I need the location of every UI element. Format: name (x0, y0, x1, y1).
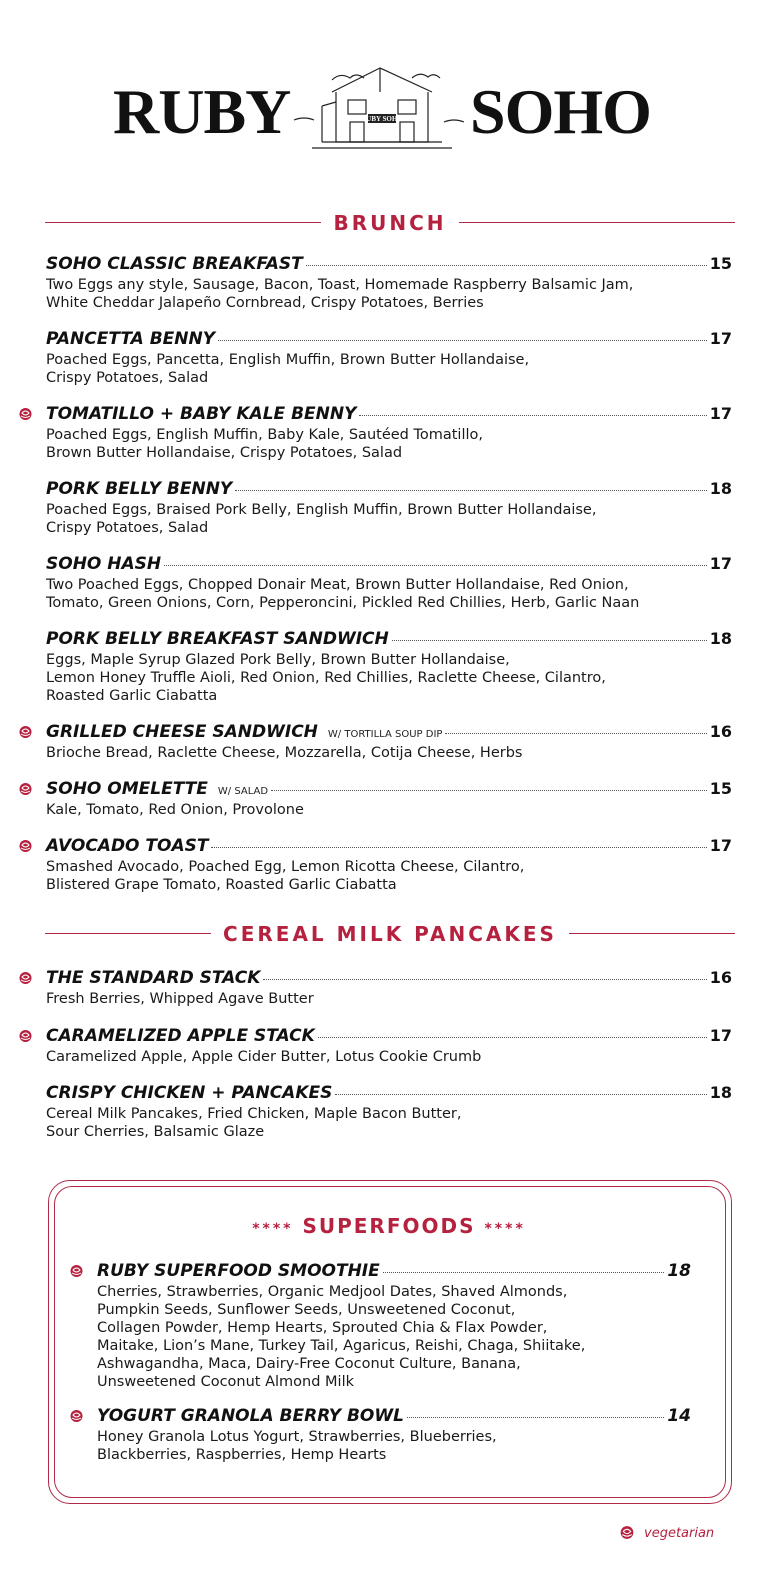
menu-item (97, 1261, 691, 1391)
item-description: Honey Granola Lotus Yogurt, Strawberries, Blueberries, Blackberries, Raspberries, Hemp Hearts (97, 1429, 497, 1463)
item-name: SOHO OMELETTE (46, 779, 208, 799)
item-price: 16 (709, 722, 732, 741)
item-name: GRILLED CHEESE SANDWICH (46, 722, 318, 742)
rose-icon (618, 1525, 636, 1541)
vegetarian-legend (618, 1523, 714, 1543)
item-name: AVOCADO TOAST (46, 836, 209, 856)
item-price: 14 (667, 1406, 691, 1426)
item-name: SOHO HASH (46, 554, 162, 574)
brand-name-left: RUBY (113, 76, 291, 147)
menu-item (46, 968, 732, 1008)
item-price: 16 (709, 968, 732, 987)
superfoods-title: SUPERFOODS (302, 1214, 476, 1238)
restaurant-building-illustration (292, 62, 468, 152)
item-name: TOMATILLO + BABY KALE BENNY (46, 404, 357, 424)
item-price: 15 (709, 779, 732, 798)
sign-text: RUBY SOHO (361, 115, 403, 123)
stars-right: **** (484, 1221, 526, 1237)
item-description: Cereal Milk Pancakes, Fried Chicken, Maple Bacon Butter, Sour Cherries, Balsamic Glaze (46, 1106, 462, 1140)
legend-label: vegetarian (644, 1525, 715, 1541)
item-description: Cherries, Strawberries, Organic Medjool Dates, Shaved Almonds, Pumpkin Seeds, Sunflower Seeds, Unsweetened Coconut, Collagen Powder, Hemp Hearts, Sprouted Chia & Flax Powder, Maitake, Lion’s Mane, Turkey Tail, Agaricus, Reishi, Chaga, Shiitake, Ashwagandha, Maca, Dairy-Free Coconut Culture, Banana, Unsweetened Coconut Almond Milk (97, 1284, 586, 1390)
item-price: 18 (709, 479, 732, 498)
item-name: PORK BELLY BREAKFAST SANDWICH (46, 629, 389, 649)
item-description: Eggs, Maple Syrup Glazed Pork Belly, Brown Butter Hollandaise, Lemon Honey Truffle Aioli, Red Onion, Red Chillies, Raclette Cheese, Cilantro, Roasted Garlic Ciabatta (46, 652, 606, 704)
menu-item (46, 554, 732, 612)
item-description: Two Eggs any style, Sausage, Bacon, Toast, Homemade Raspberry Balsamic Jam, White Cheddar Jalapeño Cornbread, Crispy Potatoes, Berries (46, 277, 634, 311)
item-description: Two Poached Eggs, Chopped Donair Meat, Brown Butter Hollandaise, Red Onion, Tomato, Green Onions, Corn, Pepperoncini, Pickled Red Chillies, Herb, Garlic Naan (46, 577, 640, 611)
menu-item (97, 1406, 691, 1464)
item-price: 17 (709, 404, 732, 423)
item-name: CRISPY CHICKEN + PANCAKES (46, 1083, 333, 1103)
brunch-heading (45, 211, 735, 235)
item-description: Poached Eggs, Braised Pork Belly, English Muffin, Brown Butter Hollandaise, Crispy Potatoes, Salad (46, 502, 597, 536)
item-description: Poached Eggs, English Muffin, Baby Kale, Sautéed Tomatillo, Brown Butter Hollandaise, Crispy Potatoes, Salad (46, 427, 483, 461)
item-name: PANCETTA BENNY (46, 329, 216, 349)
rose-icon (17, 839, 34, 854)
item-note: W/ SALAD (217, 786, 269, 797)
item-description: Caramelized Apple, Apple Cider Butter, Lotus Cookie Crumb (46, 1049, 482, 1065)
item-name: YOGURT GRANOLA BERRY BOWL (97, 1406, 404, 1426)
menu-item (46, 1083, 732, 1141)
rose-icon (17, 782, 34, 797)
menu-item (46, 254, 732, 312)
item-price: 17 (709, 1026, 732, 1045)
item-price: 18 (709, 1083, 732, 1102)
rose-icon (68, 1409, 85, 1424)
item-note: W/ TORTILLA SOUP DIP (327, 729, 443, 740)
rose-icon (17, 407, 34, 422)
stars-left: **** (252, 1221, 294, 1237)
brand-name-right: SOHO (470, 76, 651, 147)
item-price: 17 (709, 836, 732, 855)
header (0, 52, 784, 152)
item-name: THE STANDARD STACK (46, 968, 261, 988)
pancakes-title: CEREAL MILK PANCAKES (211, 922, 569, 946)
menu-item (46, 479, 732, 537)
item-price: 17 (709, 329, 732, 348)
item-price: 18 (667, 1261, 691, 1281)
menu-item (46, 779, 732, 819)
menu-item (46, 404, 732, 462)
rose-icon (17, 725, 34, 740)
item-price: 18 (709, 629, 732, 648)
item-price: 17 (709, 554, 732, 573)
menu-item (46, 629, 732, 705)
item-description: Brioche Bread, Raclette Cheese, Mozzarella, Cotija Cheese, Herbs (46, 745, 523, 761)
rose-icon (17, 1029, 34, 1044)
superfoods-heading (48, 1214, 730, 1238)
item-name: CARAMELIZED APPLE STACK (46, 1026, 315, 1046)
rose-icon (17, 971, 34, 986)
item-description: Kale, Tomato, Red Onion, Provolone (46, 802, 304, 818)
item-description: Poached Eggs, Pancetta, English Muffin, Brown Butter Hollandaise, Crispy Potatoes, Salad (46, 352, 530, 386)
menu-item (46, 329, 732, 387)
pancakes-heading (45, 922, 735, 946)
menu-item (46, 836, 732, 894)
brunch-title: BRUNCH (321, 211, 458, 235)
item-price: 15 (709, 254, 732, 273)
rose-icon (68, 1264, 85, 1279)
item-description: Fresh Berries, Whipped Agave Butter (46, 991, 314, 1007)
item-description: Smashed Avocado, Poached Egg, Lemon Ricotta Cheese, Cilantro, Blistered Grape Tomato, Roasted Garlic Ciabatta (46, 859, 525, 893)
item-name: RUBY SUPERFOOD SMOOTHIE (97, 1261, 380, 1281)
item-name: SOHO CLASSIC BREAKFAST (46, 254, 303, 274)
menu-item (46, 722, 732, 762)
menu-item (46, 1026, 732, 1066)
item-name: PORK BELLY BENNY (46, 479, 233, 499)
